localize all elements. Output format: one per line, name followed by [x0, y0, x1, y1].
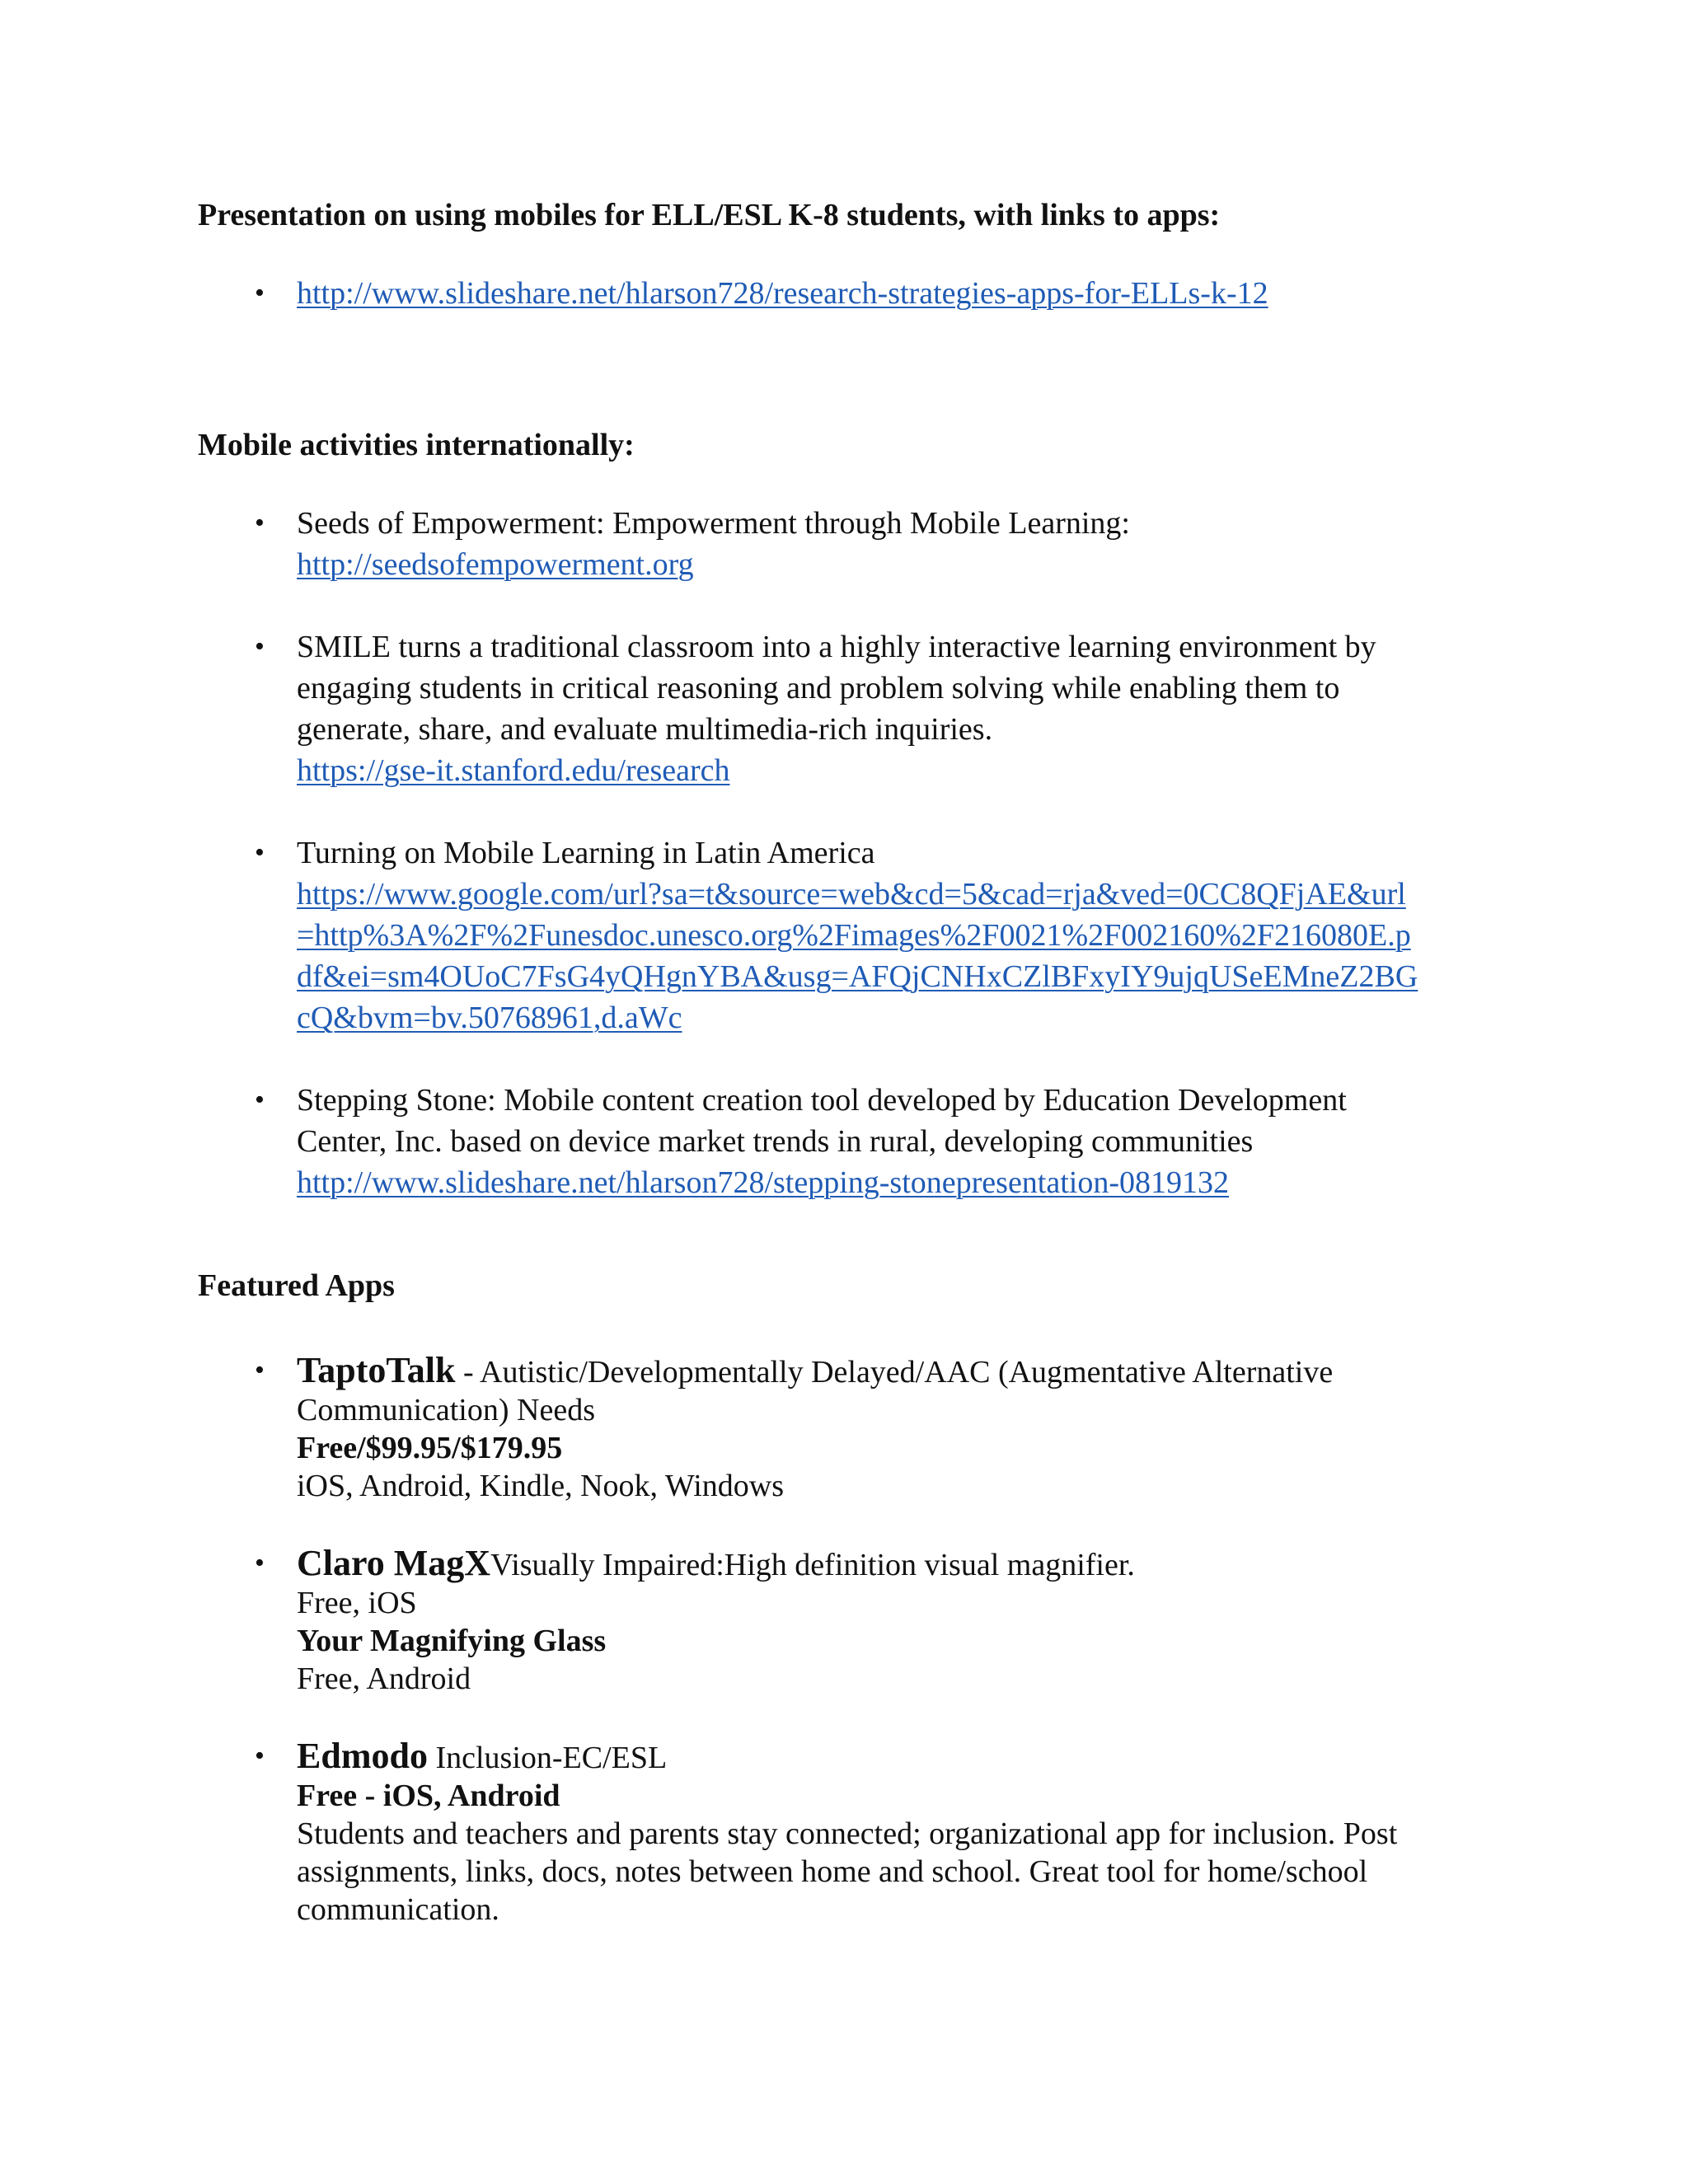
bullet: • — [255, 1085, 265, 1115]
featured-apps-heading: Featured Apps — [198, 1268, 395, 1303]
app-description: - Autistic/Developmentally Delayed/AAC (Augmentative Alternative — [455, 1355, 1334, 1390]
unesco-link[interactable]: cQ&bvm=bv.50768961,d.aWc — [297, 1001, 682, 1035]
stanford-link[interactable]: https://gse-it.stanford.edu/research — [297, 753, 730, 788]
app-body: assignments, links, docs, notes between home and school. Great tool for home/school — [297, 1854, 1368, 1889]
list-item — [255, 1736, 1484, 1929]
app-platforms: Free, iOS — [297, 1586, 417, 1620]
list-item — [255, 1543, 1484, 1698]
list-item — [255, 503, 1484, 585]
app-name: Edmodo — [297, 1736, 428, 1776]
list-item — [255, 1350, 1484, 1505]
list-item — [255, 626, 1484, 791]
bullet: • — [255, 1355, 265, 1385]
app-title-line — [297, 1544, 1484, 1584]
app-title-line — [297, 1737, 1484, 1777]
seeds-description: Seeds of Empowerment: Empowerment through Mobile Learning: — [297, 506, 1130, 541]
app-body: Students and teachers and parents stay connected; organizational app for inclusion. Post — [297, 1816, 1398, 1851]
stepping-stone-description: Stepping Stone: Mobile content creation tool developed by Education Development — [297, 1083, 1347, 1118]
app-price: Free/$99.95/$179.95 — [297, 1431, 563, 1465]
unesco-link[interactable]: df&ei=sm4OUoC7FsG4yQHgnYBA&usg=AFQjCNHxCZlBFxyIY9ujqUSeEMneZ2BG — [297, 959, 1418, 994]
stepping-stone-description: Center, Inc. based on device market trends in rural, developing communities — [297, 1124, 1254, 1159]
app-name: Claro MagX — [297, 1543, 491, 1583]
bullet: • — [255, 1548, 265, 1578]
presentation-heading: Presentation on using mobiles for ELL/ESL K-8 students, with links to apps: — [198, 198, 1221, 232]
latin-america-description: Turning on Mobile Learning in Latin America — [297, 836, 875, 870]
stepping-stone-link[interactable]: http://www.slideshare.net/hlarson728/stepping-stonepresentation-0819132 — [297, 1165, 1230, 1200]
smile-description: engaging students in critical reasoning and problem solving while enabling them to — [297, 671, 1340, 705]
app-description: Visually Impaired:High definition visual magnifier. — [490, 1548, 1135, 1582]
app-price: Free - iOS, Android — [297, 1779, 560, 1813]
unesco-link[interactable]: =http%3A%2F%2Funesdoc.unesco.org%2Fimages%2F0021%2F002160%2F216080E.p — [297, 918, 1411, 953]
app-description: Inclusion-EC/ESL — [427, 1741, 668, 1775]
list-item — [255, 273, 1484, 314]
list-item — [255, 832, 1484, 1038]
app-alt-platforms: Free, Android — [297, 1661, 471, 1696]
seeds-link[interactable]: http://seedsofempowerment.org — [297, 547, 694, 582]
bullet: • — [255, 278, 265, 308]
slideshare-research-link[interactable]: http://www.slideshare.net/hlarson728/research-strategies-apps-for-ELLs-k-12 — [297, 276, 1268, 311]
app-body: communication. — [297, 1892, 499, 1927]
mobile-activities-heading: Mobile activities internationally: — [198, 428, 635, 462]
bullet: • — [255, 1741, 265, 1771]
smile-description: SMILE turns a traditional classroom into a highly interactive learning environment by — [297, 630, 1376, 664]
app-description: Communication) Needs — [297, 1393, 595, 1427]
app-title-line — [297, 1352, 1484, 1391]
unesco-link[interactable]: https://www.google.com/url?sa=t&source=web&cd=5&cad=rja&ved=0CC8QFjAE&url — [297, 877, 1406, 912]
smile-description: generate, share, and evaluate multimedia-rich inquiries. — [297, 712, 993, 747]
app-name: TaptoTalk — [297, 1350, 456, 1390]
app-alt-name: Your Magnifying Glass — [297, 1624, 607, 1658]
bullet: • — [255, 508, 265, 538]
bullet: • — [255, 837, 265, 868]
app-platforms: iOS, Android, Kindle, Nook, Windows — [297, 1469, 785, 1503]
list-item — [255, 1080, 1484, 1203]
bullet: • — [255, 631, 265, 662]
